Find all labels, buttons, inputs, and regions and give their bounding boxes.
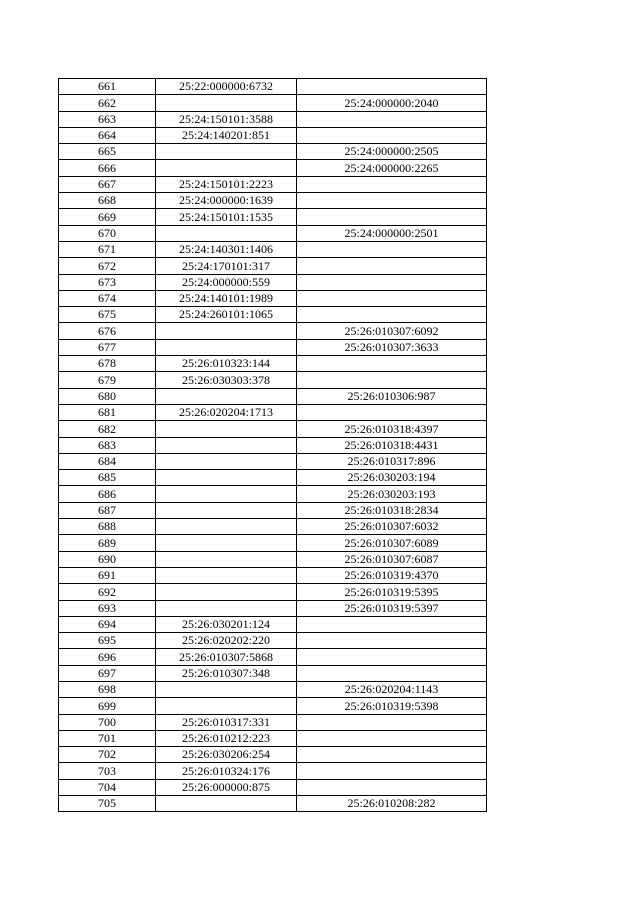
row-number-cell: 703: [59, 763, 156, 779]
row-number-cell: 676: [59, 323, 156, 339]
cadastral-number-cell: 25:26:010324:176: [156, 763, 297, 779]
cadastral-number-cell-alt: 25:26:010318:2834: [297, 502, 487, 518]
row-number-cell: 661: [59, 79, 156, 95]
row-number-cell: 667: [59, 176, 156, 192]
table-row: [59, 551, 487, 567]
table-row: [59, 763, 487, 779]
table-row: [59, 307, 487, 323]
table-row: [59, 730, 487, 746]
row-number-cell: 687: [59, 502, 156, 518]
cadastral-number-cell: 25:26:010212:223: [156, 730, 297, 746]
table-row: [59, 372, 487, 388]
row-number-cell: 679: [59, 372, 156, 388]
cadastral-number-cell-alt: [297, 763, 487, 779]
cadastral-number-cell: [156, 160, 297, 176]
cadastral-number-cell-alt: 25:24:000000:2265: [297, 160, 487, 176]
table-row: [59, 339, 487, 355]
row-number-cell: 699: [59, 698, 156, 714]
row-number-cell: 693: [59, 600, 156, 616]
table-row: [59, 193, 487, 209]
table-row: [59, 779, 487, 795]
table-row: [59, 584, 487, 600]
table-row: [59, 404, 487, 420]
table-row: [59, 535, 487, 551]
cadastral-number-cell-alt: 25:26:010208:282: [297, 796, 487, 812]
cadastral-number-cell: [156, 567, 297, 583]
cadastral-number-cell-alt: [297, 730, 487, 746]
row-number-cell: 689: [59, 535, 156, 551]
row-number-cell: 688: [59, 519, 156, 535]
table-row: [59, 698, 487, 714]
cadastral-number-cell-alt: [297, 665, 487, 681]
cadastral-number-cell: [156, 698, 297, 714]
row-number-cell: 698: [59, 681, 156, 697]
row-number-cell: 683: [59, 437, 156, 453]
row-number-cell: 662: [59, 95, 156, 111]
table-row: [59, 79, 487, 95]
cadastral-number-cell-alt: [297, 779, 487, 795]
table-row: [59, 258, 487, 274]
cadastral-number-cell: [156, 339, 297, 355]
row-number-cell: 701: [59, 730, 156, 746]
table-row: [59, 567, 487, 583]
cadastral-number-cell: 25:22:000000:6732: [156, 79, 297, 95]
cadastral-number-cell-alt: [297, 79, 487, 95]
cadastral-number-cell: [156, 502, 297, 518]
cadastral-number-cell: 25:24:000000:559: [156, 274, 297, 290]
table-row: [59, 600, 487, 616]
cadastral-number-table: [58, 78, 487, 812]
row-number-cell: 669: [59, 209, 156, 225]
cadastral-number-cell-alt: 25:24:000000:2501: [297, 225, 487, 241]
cadastral-number-cell-alt: 25:26:010307:6087: [297, 551, 487, 567]
row-number-cell: 674: [59, 290, 156, 306]
table-row: [59, 290, 487, 306]
cadastral-number-cell-alt: 25:26:010317:896: [297, 453, 487, 469]
table-row: [59, 437, 487, 453]
cadastral-number-cell: [156, 437, 297, 453]
row-number-cell: 675: [59, 307, 156, 323]
cadastral-number-cell: 25:26:020204:1713: [156, 404, 297, 420]
row-number-cell: 686: [59, 486, 156, 502]
cadastral-number-cell-alt: 25:26:010307:6032: [297, 519, 487, 535]
table-row: [59, 502, 487, 518]
row-number-cell: 700: [59, 714, 156, 730]
cadastral-number-cell-alt: [297, 290, 487, 306]
row-number-cell: 697: [59, 665, 156, 681]
cadastral-number-cell-alt: [297, 372, 487, 388]
row-number-cell: 695: [59, 633, 156, 649]
cadastral-number-cell: 25:24:150101:3588: [156, 111, 297, 127]
cadastral-number-cell: 25:24:140101:1989: [156, 290, 297, 306]
cadastral-number-cell-alt: 25:26:010319:5398: [297, 698, 487, 714]
table-row: [59, 421, 487, 437]
row-number-cell: 694: [59, 616, 156, 632]
row-number-cell: 704: [59, 779, 156, 795]
cadastral-number-cell: [156, 421, 297, 437]
cadastral-number-cell: [156, 551, 297, 567]
cadastral-number-cell: 25:26:030303:378: [156, 372, 297, 388]
cadastral-number-cell: 25:26:010323:144: [156, 356, 297, 372]
row-number-cell: 702: [59, 747, 156, 763]
row-number-cell: 673: [59, 274, 156, 290]
cadastral-number-cell: 25:24:260101:1065: [156, 307, 297, 323]
cadastral-number-cell: [156, 519, 297, 535]
row-number-cell: 682: [59, 421, 156, 437]
cadastral-number-cell: [156, 584, 297, 600]
cadastral-number-cell-alt: 25:26:010318:4431: [297, 437, 487, 453]
cadastral-number-cell-alt: 25:26:020204:1143: [297, 681, 487, 697]
row-number-cell: 696: [59, 649, 156, 665]
cadastral-number-cell-alt: [297, 714, 487, 730]
table-row: [59, 111, 487, 127]
table-row: [59, 127, 487, 143]
row-number-cell: 666: [59, 160, 156, 176]
cadastral-number-cell-alt: [297, 649, 487, 665]
cadastral-number-cell: [156, 323, 297, 339]
table-row: [59, 665, 487, 681]
cadastral-number-cell: 25:26:030201:124: [156, 616, 297, 632]
cadastral-number-cell-alt: 25:26:010307:6089: [297, 535, 487, 551]
table-row: [59, 453, 487, 469]
cadastral-number-cell-alt: 25:26:030203:193: [297, 486, 487, 502]
cadastral-number-cell-alt: [297, 127, 487, 143]
cadastral-number-cell-alt: 25:26:010319:5397: [297, 600, 487, 616]
cadastral-number-cell: [156, 535, 297, 551]
cadastral-number-cell: 25:26:000000:875: [156, 779, 297, 795]
cadastral-number-cell: 25:26:010317:331: [156, 714, 297, 730]
row-number-cell: 677: [59, 339, 156, 355]
cadastral-number-cell: [156, 453, 297, 469]
cadastral-number-cell: 25:26:010307:5868: [156, 649, 297, 665]
table-body: [59, 79, 487, 812]
cadastral-number-cell-alt: [297, 307, 487, 323]
cadastral-number-cell-alt: 25:24:000000:2040: [297, 95, 487, 111]
cadastral-number-cell: 25:24:140201:851: [156, 127, 297, 143]
cadastral-number-cell-alt: 25:26:010319:5395: [297, 584, 487, 600]
row-number-cell: 680: [59, 388, 156, 404]
table-row: [59, 356, 487, 372]
cadastral-number-cell: 25:24:000000:1639: [156, 193, 297, 209]
cadastral-number-cell: [156, 388, 297, 404]
table-row: [59, 714, 487, 730]
cadastral-number-cell-alt: [297, 209, 487, 225]
table-row: [59, 388, 487, 404]
row-number-cell: 670: [59, 225, 156, 241]
cadastral-number-cell-alt: [297, 274, 487, 290]
row-number-cell: 681: [59, 404, 156, 420]
cadastral-number-cell-alt: 25:26:030203:194: [297, 470, 487, 486]
cadastral-number-cell: 25:24:150101:2223: [156, 176, 297, 192]
cadastral-number-cell: [156, 144, 297, 160]
cadastral-number-cell: 25:26:030206:254: [156, 747, 297, 763]
cadastral-number-cell: [156, 600, 297, 616]
cadastral-number-cell: [156, 681, 297, 697]
cadastral-number-cell-alt: 25:26:010319:4370: [297, 567, 487, 583]
cadastral-number-cell-alt: 25:26:010307:6092: [297, 323, 487, 339]
cadastral-number-cell-alt: 25:26:010307:3633: [297, 339, 487, 355]
cadastral-number-cell: 25:24:150101:1535: [156, 209, 297, 225]
row-number-cell: 705: [59, 796, 156, 812]
cadastral-number-cell-alt: [297, 404, 487, 420]
table-row: [59, 681, 487, 697]
row-number-cell: 678: [59, 356, 156, 372]
row-number-cell: 691: [59, 567, 156, 583]
table-row: [59, 649, 487, 665]
cadastral-number-cell: [156, 470, 297, 486]
table-row: [59, 209, 487, 225]
table-row: [59, 616, 487, 632]
cadastral-number-cell: [156, 486, 297, 502]
row-number-cell: 665: [59, 144, 156, 160]
cadastral-number-cell-alt: [297, 193, 487, 209]
cadastral-number-cell-alt: [297, 633, 487, 649]
table-row: [59, 160, 487, 176]
table-row: [59, 176, 487, 192]
cadastral-number-cell-alt: [297, 356, 487, 372]
row-number-cell: 690: [59, 551, 156, 567]
row-number-cell: 664: [59, 127, 156, 143]
row-number-cell: 668: [59, 193, 156, 209]
cadastral-number-cell-alt: 25:26:010306:987: [297, 388, 487, 404]
cadastral-number-cell-alt: 25:26:010318:4397: [297, 421, 487, 437]
cadastral-number-cell: 25:26:020202:220: [156, 633, 297, 649]
cadastral-number-cell-alt: 25:24:000000:2505: [297, 144, 487, 160]
cadastral-number-cell: 25:24:140301:1406: [156, 241, 297, 257]
table-row: [59, 747, 487, 763]
cadastral-number-cell-alt: [297, 176, 487, 192]
cadastral-number-cell-alt: [297, 258, 487, 274]
row-number-cell: 685: [59, 470, 156, 486]
row-number-cell: 672: [59, 258, 156, 274]
cadastral-number-cell: 25:26:010307:348: [156, 665, 297, 681]
cadastral-number-cell: [156, 95, 297, 111]
row-number-cell: 671: [59, 241, 156, 257]
cadastral-number-cell-alt: [297, 747, 487, 763]
cadastral-number-cell: 25:24:170101:317: [156, 258, 297, 274]
table-row: [59, 470, 487, 486]
table-row: [59, 486, 487, 502]
table-row: [59, 95, 487, 111]
table-row: [59, 796, 487, 812]
table-row: [59, 144, 487, 160]
table-row: [59, 274, 487, 290]
table-row: [59, 323, 487, 339]
cadastral-number-cell-alt: [297, 111, 487, 127]
cadastral-number-cell: [156, 225, 297, 241]
row-number-cell: 692: [59, 584, 156, 600]
cadastral-number-cell-alt: [297, 241, 487, 257]
cadastral-number-cell: [156, 796, 297, 812]
cadastral-number-cell-alt: [297, 616, 487, 632]
table-row: [59, 241, 487, 257]
table-row: [59, 633, 487, 649]
row-number-cell: 663: [59, 111, 156, 127]
table-row: [59, 225, 487, 241]
table-row: [59, 519, 487, 535]
row-number-cell: 684: [59, 453, 156, 469]
